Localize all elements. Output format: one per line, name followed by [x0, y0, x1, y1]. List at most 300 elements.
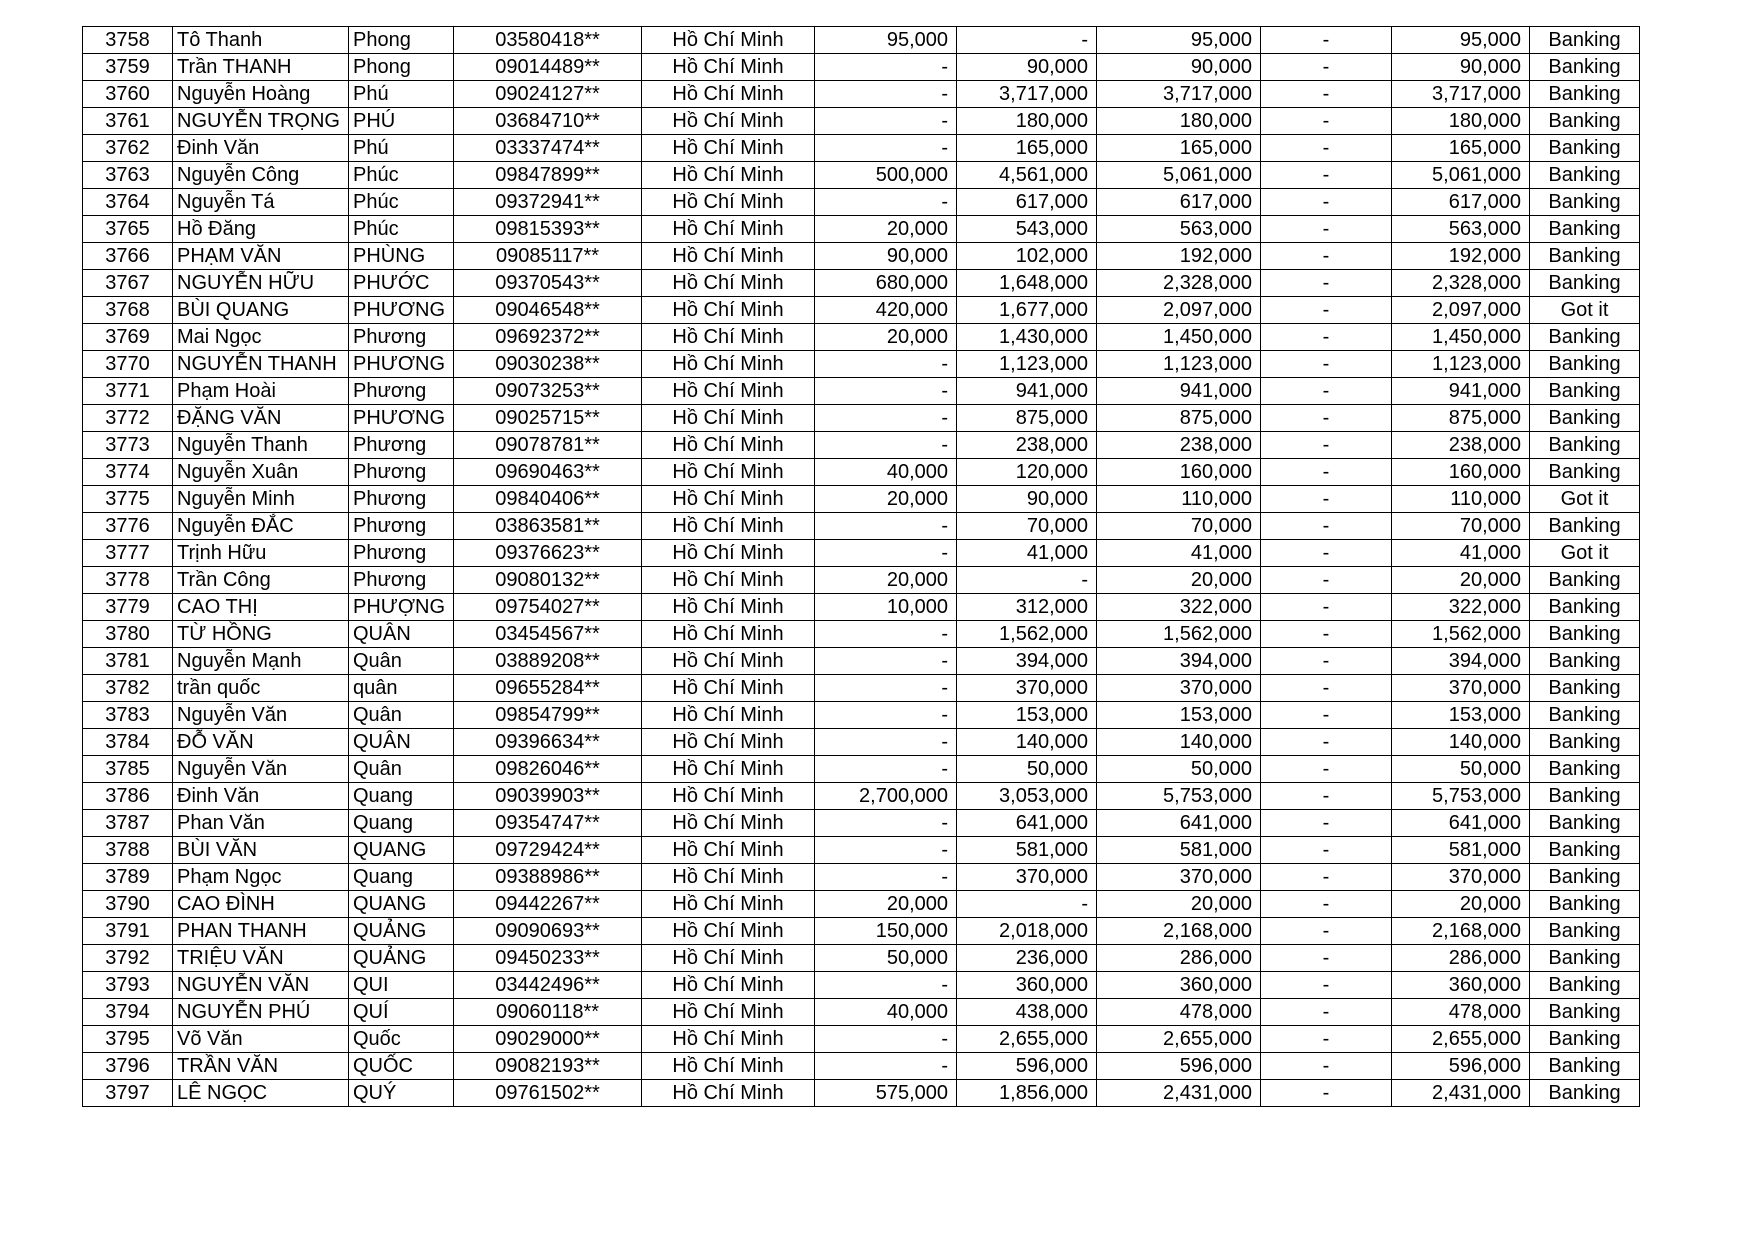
total-cell: 50,000: [1097, 756, 1261, 783]
last-name-cell: Tô Thanh: [173, 27, 349, 54]
last-name-cell: BÙI QUANG: [173, 297, 349, 324]
method-cell: Banking: [1530, 270, 1640, 297]
method-cell: Banking: [1530, 567, 1640, 594]
method-cell: Banking: [1530, 162, 1640, 189]
amount-2-cell: 641,000: [957, 810, 1097, 837]
city-cell: Hồ Chí Minh: [642, 27, 815, 54]
total-cell: 20,000: [1097, 567, 1261, 594]
row-number-cell: 3778: [83, 567, 173, 594]
deduction-cell: -: [1261, 405, 1392, 432]
deduction-cell: -: [1261, 1026, 1392, 1053]
deduction-cell: -: [1261, 216, 1392, 243]
row-number-cell: 3781: [83, 648, 173, 675]
total-cell: 360,000: [1097, 972, 1261, 999]
total-cell: 140,000: [1097, 729, 1261, 756]
method-cell: Banking: [1530, 756, 1640, 783]
city-cell: Hồ Chí Minh: [642, 81, 815, 108]
phone-cell: 09372941**: [454, 189, 642, 216]
first-name-cell: Phương: [348, 459, 453, 486]
row-number-cell: 3796: [83, 1053, 173, 1080]
amount-2-cell: 180,000: [957, 108, 1097, 135]
phone-cell: 09029000**: [454, 1026, 642, 1053]
first-name-cell: QUẢNG: [348, 945, 453, 972]
first-name-cell: Phương: [348, 486, 453, 513]
row-number-cell: 3767: [83, 270, 173, 297]
amount-1-cell: -: [815, 540, 957, 567]
net-cell: 941,000: [1392, 378, 1530, 405]
deduction-cell: -: [1261, 513, 1392, 540]
total-cell: 95,000: [1097, 27, 1261, 54]
method-cell: Banking: [1530, 216, 1640, 243]
net-cell: 41,000: [1392, 540, 1530, 567]
deduction-cell: -: [1261, 540, 1392, 567]
net-cell: 875,000: [1392, 405, 1530, 432]
amount-1-cell: 575,000: [815, 1080, 957, 1107]
last-name-cell: Phan Văn: [173, 810, 349, 837]
phone-cell: 09450233**: [454, 945, 642, 972]
deduction-cell: -: [1261, 837, 1392, 864]
amount-1-cell: 40,000: [815, 999, 957, 1026]
row-number-cell: 3797: [83, 1080, 173, 1107]
phone-cell: 09754027**: [454, 594, 642, 621]
amount-1-cell: -: [815, 972, 957, 999]
phone-cell: 09761502**: [454, 1080, 642, 1107]
method-cell: Banking: [1530, 918, 1640, 945]
amount-2-cell: 394,000: [957, 648, 1097, 675]
row-number-cell: 3787: [83, 810, 173, 837]
phone-cell: 09025715**: [454, 405, 642, 432]
amount-1-cell: -: [815, 54, 957, 81]
row-number-cell: 3777: [83, 540, 173, 567]
table-row: [83, 918, 1640, 945]
row-number-cell: 3764: [83, 189, 173, 216]
net-cell: 180,000: [1392, 108, 1530, 135]
first-name-cell: Quân: [348, 702, 453, 729]
method-cell: Banking: [1530, 675, 1640, 702]
phone-cell: 09090693**: [454, 918, 642, 945]
row-number-cell: 3773: [83, 432, 173, 459]
city-cell: Hồ Chí Minh: [642, 54, 815, 81]
deduction-cell: -: [1261, 324, 1392, 351]
amount-1-cell: 20,000: [815, 486, 957, 513]
first-name-cell: PHƯƠNG: [348, 297, 453, 324]
phone-cell: 09847899**: [454, 162, 642, 189]
method-cell: Banking: [1530, 783, 1640, 810]
city-cell: Hồ Chí Minh: [642, 513, 815, 540]
net-cell: 370,000: [1392, 675, 1530, 702]
amount-1-cell: -: [815, 810, 957, 837]
deduction-cell: -: [1261, 270, 1392, 297]
amount-2-cell: 438,000: [957, 999, 1097, 1026]
method-cell: Banking: [1530, 621, 1640, 648]
method-cell: Banking: [1530, 1080, 1640, 1107]
total-cell: 238,000: [1097, 432, 1261, 459]
first-name-cell: Quân: [348, 648, 453, 675]
amount-2-cell: 875,000: [957, 405, 1097, 432]
last-name-cell: Mai Ngọc: [173, 324, 349, 351]
total-cell: 370,000: [1097, 864, 1261, 891]
total-cell: 110,000: [1097, 486, 1261, 513]
first-name-cell: QUANG: [348, 837, 453, 864]
total-cell: 1,123,000: [1097, 351, 1261, 378]
amount-1-cell: 500,000: [815, 162, 957, 189]
phone-cell: 09826046**: [454, 756, 642, 783]
row-number-cell: 3763: [83, 162, 173, 189]
first-name-cell: Phúc: [348, 216, 453, 243]
net-cell: 322,000: [1392, 594, 1530, 621]
amount-1-cell: 20,000: [815, 324, 957, 351]
total-cell: 70,000: [1097, 513, 1261, 540]
table-row: [83, 351, 1640, 378]
total-cell: 192,000: [1097, 243, 1261, 270]
amount-2-cell: 3,053,000: [957, 783, 1097, 810]
amount-2-cell: 2,655,000: [957, 1026, 1097, 1053]
phone-cell: 03684710**: [454, 108, 642, 135]
method-cell: Banking: [1530, 810, 1640, 837]
city-cell: Hồ Chí Minh: [642, 729, 815, 756]
net-cell: 3,717,000: [1392, 81, 1530, 108]
first-name-cell: PHƯỚC: [348, 270, 453, 297]
amount-1-cell: 10,000: [815, 594, 957, 621]
deduction-cell: -: [1261, 162, 1392, 189]
amount-1-cell: 20,000: [815, 567, 957, 594]
total-cell: 1,562,000: [1097, 621, 1261, 648]
method-cell: Banking: [1530, 864, 1640, 891]
last-name-cell: NGUYỄN VĂN: [173, 972, 349, 999]
amount-2-cell: 90,000: [957, 54, 1097, 81]
first-name-cell: QUANG: [348, 891, 453, 918]
row-number-cell: 3788: [83, 837, 173, 864]
net-cell: 360,000: [1392, 972, 1530, 999]
first-name-cell: Phương: [348, 378, 453, 405]
table-row: [83, 783, 1640, 810]
table-row: [83, 675, 1640, 702]
last-name-cell: Nguyễn Xuân: [173, 459, 349, 486]
total-cell: 1,450,000: [1097, 324, 1261, 351]
deduction-cell: -: [1261, 729, 1392, 756]
phone-cell: 09370543**: [454, 270, 642, 297]
net-cell: 581,000: [1392, 837, 1530, 864]
amount-1-cell: 50,000: [815, 945, 957, 972]
amount-1-cell: -: [815, 756, 957, 783]
city-cell: Hồ Chí Minh: [642, 270, 815, 297]
table-row: [83, 999, 1640, 1026]
table-row: [83, 243, 1640, 270]
amount-1-cell: -: [815, 351, 957, 378]
table-row: [83, 189, 1640, 216]
total-cell: 478,000: [1097, 999, 1261, 1026]
city-cell: Hồ Chí Minh: [642, 594, 815, 621]
city-cell: Hồ Chí Minh: [642, 918, 815, 945]
amount-1-cell: -: [815, 1026, 957, 1053]
table-row: [83, 405, 1640, 432]
last-name-cell: Nguyễn Thanh: [173, 432, 349, 459]
net-cell: 5,753,000: [1392, 783, 1530, 810]
phone-cell: 09655284**: [454, 675, 642, 702]
deduction-cell: -: [1261, 675, 1392, 702]
amount-2-cell: 50,000: [957, 756, 1097, 783]
last-name-cell: Phạm Hoài: [173, 378, 349, 405]
first-name-cell: Phương: [348, 324, 453, 351]
row-number-cell: 3780: [83, 621, 173, 648]
phone-cell: 09442267**: [454, 891, 642, 918]
amount-1-cell: 420,000: [815, 297, 957, 324]
last-name-cell: TRẦN VĂN: [173, 1053, 349, 1080]
city-cell: Hồ Chí Minh: [642, 540, 815, 567]
last-name-cell: Đinh Văn: [173, 783, 349, 810]
net-cell: 617,000: [1392, 189, 1530, 216]
last-name-cell: LÊ NGỌC: [173, 1080, 349, 1107]
table-row: [83, 540, 1640, 567]
amount-1-cell: -: [815, 675, 957, 702]
row-number-cell: 3774: [83, 459, 173, 486]
last-name-cell: NGUYỄN THANH: [173, 351, 349, 378]
deduction-cell: -: [1261, 864, 1392, 891]
deduction-cell: -: [1261, 567, 1392, 594]
net-cell: 2,168,000: [1392, 918, 1530, 945]
table-row: [83, 702, 1640, 729]
method-cell: Banking: [1530, 999, 1640, 1026]
first-name-cell: Quốc: [348, 1026, 453, 1053]
table-row: [83, 54, 1640, 81]
city-cell: Hồ Chí Minh: [642, 378, 815, 405]
table-row: [83, 324, 1640, 351]
first-name-cell: Phương: [348, 432, 453, 459]
first-name-cell: QUÂN: [348, 621, 453, 648]
net-cell: 70,000: [1392, 513, 1530, 540]
last-name-cell: Võ Văn: [173, 1026, 349, 1053]
table-row: [83, 513, 1640, 540]
table-row: [83, 945, 1640, 972]
table-row: [83, 810, 1640, 837]
deduction-cell: -: [1261, 27, 1392, 54]
table-row: [83, 621, 1640, 648]
total-cell: 563,000: [1097, 216, 1261, 243]
total-cell: 617,000: [1097, 189, 1261, 216]
phone-cell: 03442496**: [454, 972, 642, 999]
amount-2-cell: 1,856,000: [957, 1080, 1097, 1107]
method-cell: Banking: [1530, 1026, 1640, 1053]
amount-2-cell: -: [957, 567, 1097, 594]
table-row: [83, 972, 1640, 999]
row-number-cell: 3766: [83, 243, 173, 270]
row-number-cell: 3768: [83, 297, 173, 324]
city-cell: Hồ Chí Minh: [642, 999, 815, 1026]
net-cell: 140,000: [1392, 729, 1530, 756]
table-row: [83, 729, 1640, 756]
net-cell: 1,562,000: [1392, 621, 1530, 648]
deduction-cell: -: [1261, 54, 1392, 81]
deduction-cell: -: [1261, 891, 1392, 918]
table-row: [83, 567, 1640, 594]
method-cell: Banking: [1530, 945, 1640, 972]
phone-cell: 09085117**: [454, 243, 642, 270]
table-row: [83, 1026, 1640, 1053]
first-name-cell: Quang: [348, 864, 453, 891]
net-cell: 110,000: [1392, 486, 1530, 513]
city-cell: Hồ Chí Minh: [642, 135, 815, 162]
total-cell: 20,000: [1097, 891, 1261, 918]
table-row: [83, 756, 1640, 783]
deduction-cell: -: [1261, 918, 1392, 945]
method-cell: Got it: [1530, 486, 1640, 513]
last-name-cell: ĐẶNG VĂN: [173, 405, 349, 432]
total-cell: 2,097,000: [1097, 297, 1261, 324]
first-name-cell: QUI: [348, 972, 453, 999]
total-cell: 41,000: [1097, 540, 1261, 567]
amount-2-cell: 543,000: [957, 216, 1097, 243]
amount-2-cell: 41,000: [957, 540, 1097, 567]
city-cell: Hồ Chí Minh: [642, 567, 815, 594]
table-row: [83, 1053, 1640, 1080]
net-cell: 641,000: [1392, 810, 1530, 837]
amount-1-cell: -: [815, 81, 957, 108]
net-cell: 153,000: [1392, 702, 1530, 729]
amount-1-cell: -: [815, 837, 957, 864]
amount-2-cell: 3,717,000: [957, 81, 1097, 108]
table-row: [83, 459, 1640, 486]
row-number-cell: 3786: [83, 783, 173, 810]
amount-2-cell: 581,000: [957, 837, 1097, 864]
deduction-cell: -: [1261, 972, 1392, 999]
amount-1-cell: -: [815, 864, 957, 891]
row-number-cell: 3772: [83, 405, 173, 432]
row-number-cell: 3789: [83, 864, 173, 891]
last-name-cell: Trần Công: [173, 567, 349, 594]
table-row: [83, 162, 1640, 189]
phone-cell: 03863581**: [454, 513, 642, 540]
last-name-cell: trần quốc: [173, 675, 349, 702]
method-cell: Banking: [1530, 432, 1640, 459]
amount-2-cell: 360,000: [957, 972, 1097, 999]
total-cell: 90,000: [1097, 54, 1261, 81]
method-cell: Got it: [1530, 297, 1640, 324]
first-name-cell: Phương: [348, 513, 453, 540]
total-cell: 5,753,000: [1097, 783, 1261, 810]
last-name-cell: Nguyễn Văn: [173, 702, 349, 729]
deduction-cell: -: [1261, 999, 1392, 1026]
deduction-cell: -: [1261, 243, 1392, 270]
city-cell: Hồ Chí Minh: [642, 189, 815, 216]
amount-1-cell: 2,700,000: [815, 783, 957, 810]
row-number-cell: 3765: [83, 216, 173, 243]
method-cell: Banking: [1530, 189, 1640, 216]
city-cell: Hồ Chí Minh: [642, 972, 815, 999]
method-cell: Banking: [1530, 1053, 1640, 1080]
total-cell: 641,000: [1097, 810, 1261, 837]
first-name-cell: Phong: [348, 27, 453, 54]
city-cell: Hồ Chí Minh: [642, 243, 815, 270]
amount-1-cell: -: [815, 729, 957, 756]
amount-2-cell: 370,000: [957, 864, 1097, 891]
deduction-cell: -: [1261, 297, 1392, 324]
amount-1-cell: 40,000: [815, 459, 957, 486]
table-row: [83, 135, 1640, 162]
phone-cell: 09354747**: [454, 810, 642, 837]
first-name-cell: Phúc: [348, 189, 453, 216]
row-number-cell: 3758: [83, 27, 173, 54]
row-number-cell: 3775: [83, 486, 173, 513]
table-row: [83, 81, 1640, 108]
city-cell: Hồ Chí Minh: [642, 297, 815, 324]
row-number-cell: 3771: [83, 378, 173, 405]
city-cell: Hồ Chí Minh: [642, 324, 815, 351]
last-name-cell: NGUYỄN HỮU: [173, 270, 349, 297]
total-cell: 3,717,000: [1097, 81, 1261, 108]
last-name-cell: Hồ Đăng: [173, 216, 349, 243]
total-cell: 286,000: [1097, 945, 1261, 972]
total-cell: 180,000: [1097, 108, 1261, 135]
last-name-cell: NGUYỄN PHÚ: [173, 999, 349, 1026]
total-cell: 941,000: [1097, 378, 1261, 405]
amount-2-cell: 312,000: [957, 594, 1097, 621]
method-cell: Got it: [1530, 540, 1640, 567]
amount-2-cell: 165,000: [957, 135, 1097, 162]
total-cell: 370,000: [1097, 675, 1261, 702]
total-cell: 2,328,000: [1097, 270, 1261, 297]
deduction-cell: -: [1261, 945, 1392, 972]
amount-2-cell: 617,000: [957, 189, 1097, 216]
phone-cell: 09376623**: [454, 540, 642, 567]
deduction-cell: -: [1261, 108, 1392, 135]
records-table: [82, 26, 1640, 1107]
last-name-cell: CAO THỊ: [173, 594, 349, 621]
table-row: [83, 378, 1640, 405]
phone-cell: 09014489**: [454, 54, 642, 81]
net-cell: 2,328,000: [1392, 270, 1530, 297]
amount-1-cell: -: [815, 189, 957, 216]
last-name-cell: PHAN THANH: [173, 918, 349, 945]
last-name-cell: Nguyễn Hoàng: [173, 81, 349, 108]
city-cell: Hồ Chí Minh: [642, 621, 815, 648]
method-cell: Banking: [1530, 27, 1640, 54]
deduction-cell: -: [1261, 135, 1392, 162]
net-cell: 20,000: [1392, 567, 1530, 594]
phone-cell: 09854799**: [454, 702, 642, 729]
method-cell: Banking: [1530, 324, 1640, 351]
amount-1-cell: 20,000: [815, 216, 957, 243]
net-cell: 90,000: [1392, 54, 1530, 81]
last-name-cell: Nguyễn Minh: [173, 486, 349, 513]
amount-1-cell: -: [815, 135, 957, 162]
table-row: [83, 891, 1640, 918]
first-name-cell: Phương: [348, 540, 453, 567]
method-cell: Banking: [1530, 702, 1640, 729]
city-cell: Hồ Chí Minh: [642, 351, 815, 378]
last-name-cell: TỪ HỒNG: [173, 621, 349, 648]
phone-cell: 09078781**: [454, 432, 642, 459]
method-cell: Banking: [1530, 891, 1640, 918]
city-cell: Hồ Chí Minh: [642, 756, 815, 783]
amount-2-cell: 1,123,000: [957, 351, 1097, 378]
method-cell: Banking: [1530, 378, 1640, 405]
net-cell: 286,000: [1392, 945, 1530, 972]
row-number-cell: 3794: [83, 999, 173, 1026]
table-row: [83, 648, 1640, 675]
total-cell: 2,431,000: [1097, 1080, 1261, 1107]
row-number-cell: 3762: [83, 135, 173, 162]
amount-1-cell: -: [815, 108, 957, 135]
method-cell: Banking: [1530, 405, 1640, 432]
first-name-cell: QUÂN: [348, 729, 453, 756]
last-name-cell: Nguyễn Văn: [173, 756, 349, 783]
row-number-cell: 3790: [83, 891, 173, 918]
net-cell: 2,655,000: [1392, 1026, 1530, 1053]
method-cell: Banking: [1530, 108, 1640, 135]
city-cell: Hồ Chí Minh: [642, 1080, 815, 1107]
row-number-cell: 3769: [83, 324, 173, 351]
first-name-cell: PHƯƠNG: [348, 405, 453, 432]
